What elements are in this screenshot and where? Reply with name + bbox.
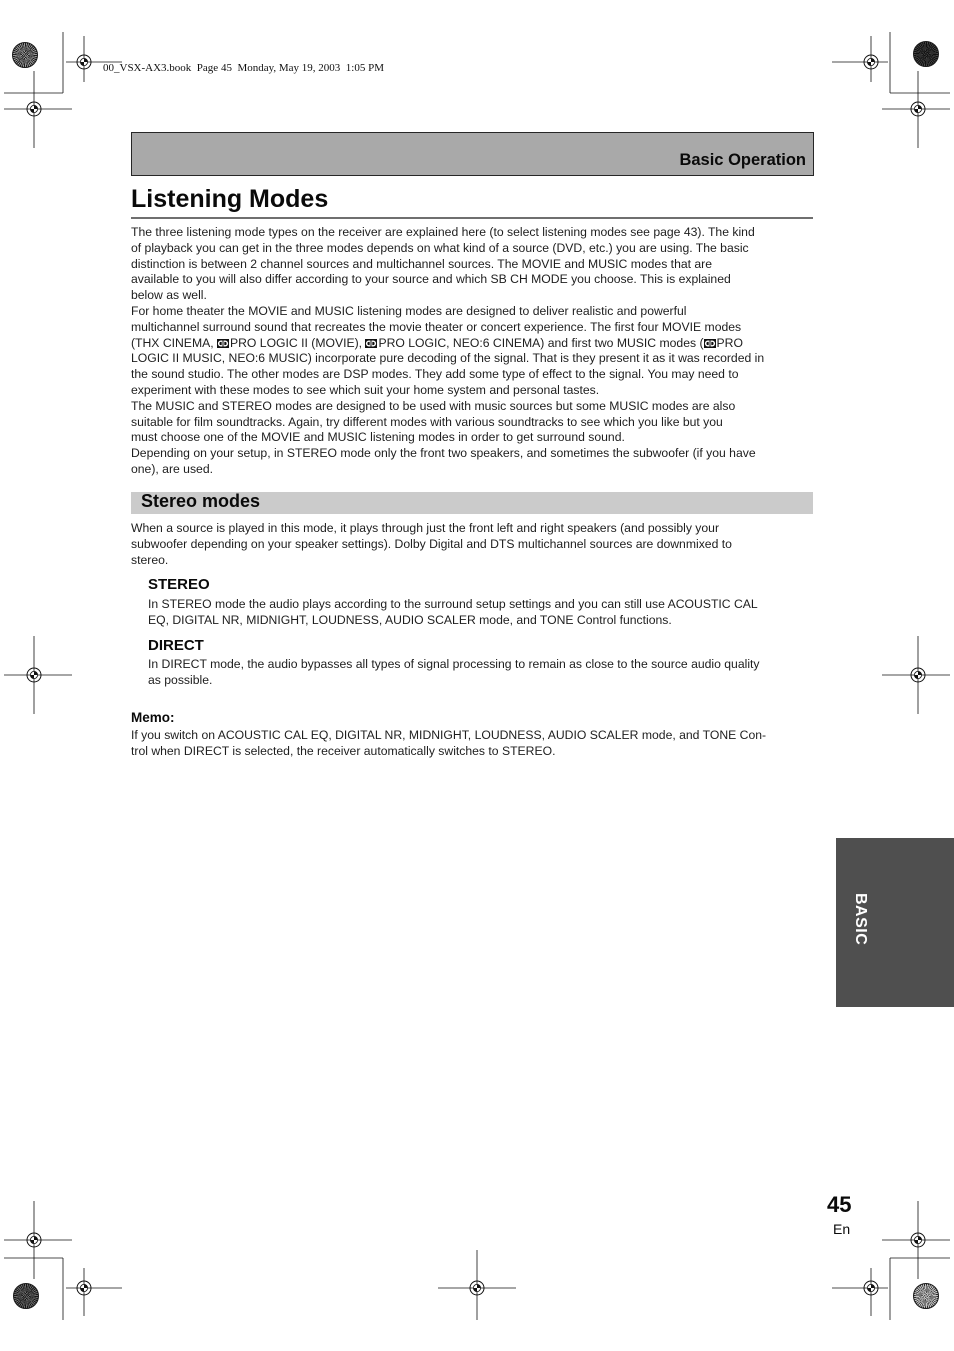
- text-line: available to you will also differ according to your source and which SB CH MODE you choose. This is explained: [131, 272, 731, 287]
- text-segment: (THX CINEMA,: [131, 335, 217, 350]
- text-line: multichannel surround sound that recreates the movie theater or concert experience. The first four MOVIE modes: [131, 319, 742, 334]
- title-rule: [131, 217, 813, 219]
- registration-starburst-icon: [13, 1283, 39, 1309]
- text-segment: PRO: [716, 335, 743, 350]
- text-line: The MUSIC and STEREO modes are designed to be used with music sources but some MUSIC modes are also: [131, 398, 736, 413]
- text-line: EQ, DIGITAL NR, MIDNIGHT, LOUDNESS, AUDIO SCALER mode, and TONE Control functions.: [148, 612, 672, 627]
- section-header-bar: [131, 492, 813, 514]
- text-line: below as well.: [131, 288, 207, 303]
- registration-target-icon: [66, 36, 122, 82]
- registration-target-icon: [882, 636, 950, 714]
- section-title: Stereo modes: [141, 491, 261, 511]
- subsection-body-stereo: [148, 597, 813, 629]
- dolby-double-d-icon: [217, 339, 229, 348]
- registration-target-icon: [882, 1201, 950, 1279]
- text-line: experiment with these modes to see which suit your home system and personal tastes.: [131, 382, 600, 397]
- paragraph: [131, 399, 813, 446]
- registration-target-icon: [832, 1268, 888, 1316]
- paragraph: [131, 521, 813, 568]
- text-line: must choose one of the MOVIE and MUSIC listening modes in order to get surround sound.: [131, 430, 625, 445]
- text-line: stereo.: [131, 552, 169, 567]
- registration-starburst-icon: [12, 42, 38, 68]
- registration-target-icon: [4, 71, 72, 148]
- paragraph: [131, 446, 813, 478]
- text-line: [131, 336, 813, 352]
- registration-target-icon: [66, 1268, 122, 1316]
- registration-starburst-icon: [913, 1283, 939, 1309]
- text-segment: PRO LOGIC, NEO:6 CINEMA) and first two MUSIC modes (: [378, 335, 704, 350]
- text-line: In STEREO mode the audio plays according to the surround setup settings and you can still use ACOUSTIC CAL: [148, 597, 758, 611]
- paragraph: [131, 304, 813, 399]
- registration-starburst-icon: [913, 41, 939, 67]
- text-segment: PRO LOGIC II (MOVIE),: [230, 335, 366, 350]
- text-line: For home theater the MOVIE and MUSIC listening modes are designed to deliver realistic and powerful: [131, 303, 687, 318]
- side-tab-label: BASIC: [852, 893, 869, 946]
- text-line: one), are used.: [131, 461, 213, 476]
- text-line: of playback you can get in the three modes depends on what kind of a source (DVD, etc.) you are using. The basic: [131, 240, 749, 255]
- registration-target-icon: [832, 36, 888, 82]
- registration-target-icon: [438, 1250, 516, 1320]
- text-line: suitable for film soundtracks. Again, try different modes with various soundtracks to see which you like but you: [131, 414, 723, 429]
- dolby-double-d-icon: [704, 339, 716, 348]
- page-title: Listening Modes: [131, 185, 329, 213]
- paragraph: [131, 225, 813, 304]
- side-tab: [836, 838, 954, 1007]
- text-line: distinction is between 2 channel sources and multichannel sources. The MOVIE and MUSIC modes that are: [131, 256, 713, 271]
- intro-text: [131, 225, 813, 478]
- text-line: trol when DIRECT is selected, the receiver automatically switches to STEREO.: [131, 743, 556, 758]
- dolby-double-d-icon: [365, 339, 377, 348]
- text-line: If you switch on ACOUSTIC CAL EQ, DIGITAL NR, MIDNIGHT, LOUDNESS, AUDIO SCALER mode, and TONE Con-: [131, 728, 767, 742]
- memo-body: [131, 728, 813, 760]
- registration-target-icon: [4, 636, 72, 714]
- text-line: When a source is played in this mode, it plays through just the front left and right speakers (and possibly your: [131, 521, 720, 535]
- subsection-body-direct: [148, 657, 813, 689]
- chapter-title: Basic Operation: [679, 151, 806, 169]
- page-number: 45: [827, 1192, 852, 1217]
- language-code: En: [833, 1221, 851, 1237]
- text-line: The three listening mode types on the receiver are explained here (to select listening modes see page 43). The kind: [131, 225, 755, 239]
- registration-target-icon: [4, 1201, 72, 1279]
- text-line: Depending on your setup, in STEREO mode only the front two speakers, and sometimes the subwoofer (if you have: [131, 446, 756, 461]
- text-line: In DIRECT mode, the audio bypasses all types of signal processing to remain as close to the source audio quality: [148, 657, 760, 671]
- subsection-heading-direct: DIRECT: [148, 637, 204, 654]
- chapter-header-bar: [131, 132, 814, 176]
- text-line: subwoofer depending on your speaker settings). Dolby Digital and DTS multichannel sources are downmixed to: [131, 536, 732, 551]
- registration-target-icon: [882, 71, 950, 148]
- print-slug: 00_VSX-AX3.book Page 45 Monday, May 19, 2003 1:05 PM: [103, 62, 385, 74]
- memo-label: Memo:: [131, 710, 175, 725]
- text-line: LOGIC II MUSIC, NEO:6 MUSIC) incorporate pure decoding of the signal. That is they present it as it was recorded in: [131, 351, 765, 366]
- text-line: the sound studio. The other modes are DSP modes. They add some type of effect to the signal. You may need to: [131, 367, 739, 382]
- subsection-heading-stereo: STEREO: [148, 576, 210, 593]
- text-line: as possible.: [148, 672, 213, 687]
